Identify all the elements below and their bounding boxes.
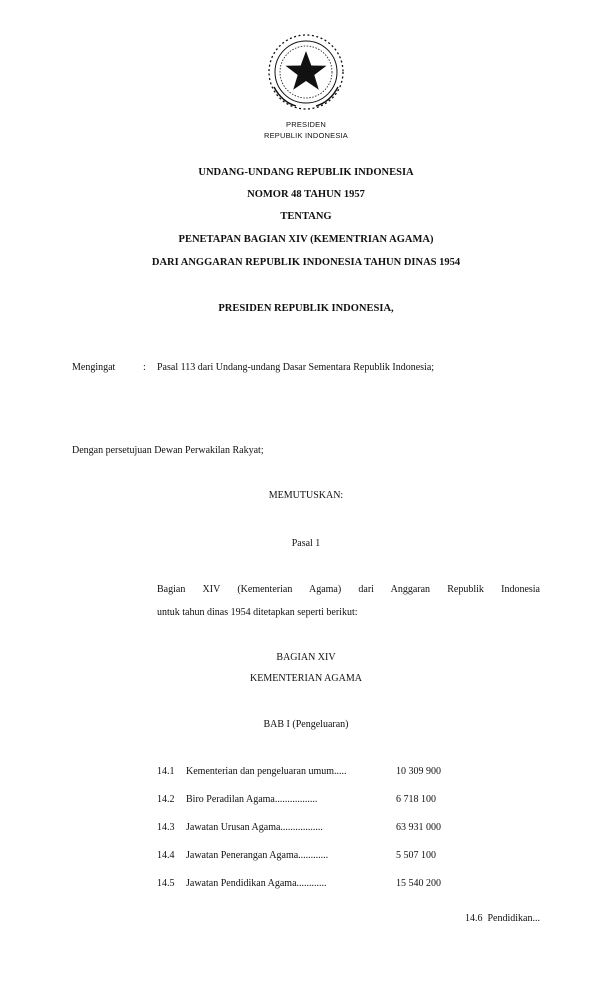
title-line-1: UNDANG-UNDANG REPUBLIK INDONESIA	[198, 167, 414, 178]
page-continuation: 14.6 Pendidikan...	[465, 913, 540, 924]
item-number: 14.5	[157, 878, 175, 889]
item-amount: 63 931 000	[396, 822, 441, 833]
president-heading: PRESIDEN REPUBLIK INDONESIA,	[218, 303, 394, 314]
list-item	[157, 821, 557, 835]
item-amount: 10 309 900	[396, 766, 441, 777]
item-label: Jawatan Pendidikan Agama............	[186, 878, 327, 889]
item-label: Biro Peradilan Agama.................	[186, 794, 318, 805]
garuda-star-emblem-icon	[266, 32, 346, 112]
pasal-1-heading: Pasal 1	[291, 538, 321, 549]
pasal-1-paragraph-line-1: Bagian XIV (Kementerian Agama) dari Anggaran Republik Indonesia	[157, 584, 540, 595]
item-amount: 15 540 200	[396, 878, 441, 889]
persetujuan-text: Dengan persetujuan Dewan Perwakilan Rakyat;	[72, 445, 264, 456]
emblem-label-republik: REPUBLIK INDONESIA	[263, 131, 349, 140]
item-number: 14.3	[157, 822, 175, 833]
emblem-label-presiden: PRESIDEN	[286, 120, 326, 129]
item-amount: 5 507 100	[396, 850, 436, 861]
pasal-1-paragraph-line-2: untuk tahun dinas 1954 ditetapkan seperti berikut:	[157, 607, 358, 618]
item-label: Kementerian dan pengeluaran umum.....	[186, 766, 347, 777]
bagian-heading: BAGIAN XIV	[276, 652, 336, 663]
item-number: 14.1	[157, 766, 175, 777]
title-line-5: DARI ANGGARAN REPUBLIK INDONESIA TAHUN DINAS 1954	[151, 257, 461, 268]
bab-heading: BAB I (Pengeluaran)	[263, 719, 349, 730]
title-line-2: NOMOR 48 TAHUN 1957	[247, 189, 365, 200]
item-label: Jawatan Urusan Agama.................	[186, 822, 323, 833]
list-item	[157, 793, 557, 807]
list-item	[157, 877, 557, 891]
item-number: 14.4	[157, 850, 175, 861]
title-line-3: TENTANG	[280, 211, 332, 222]
item-amount: 6 718 100	[396, 794, 436, 805]
item-label: Jawatan Penerangan Agama............	[186, 850, 329, 861]
list-item	[157, 849, 557, 863]
mengingat-label: Mengingat	[72, 362, 116, 373]
kementerian-heading: KEMENTERIAN AGAMA	[250, 673, 362, 684]
title-line-4: PENETAPAN BAGIAN XIV (KEMENTRIAN AGAMA)	[178, 234, 434, 245]
mengingat-text: Pasal 113 dari Undang-undang Dasar Sementara Republik Indonesia;	[157, 362, 435, 373]
budget-list	[157, 765, 557, 891]
memutuskan-heading: MEMUTUSKAN:	[268, 490, 344, 501]
item-number: 14.2	[157, 794, 175, 805]
mengingat-colon: :	[143, 362, 146, 373]
list-item	[157, 765, 557, 779]
